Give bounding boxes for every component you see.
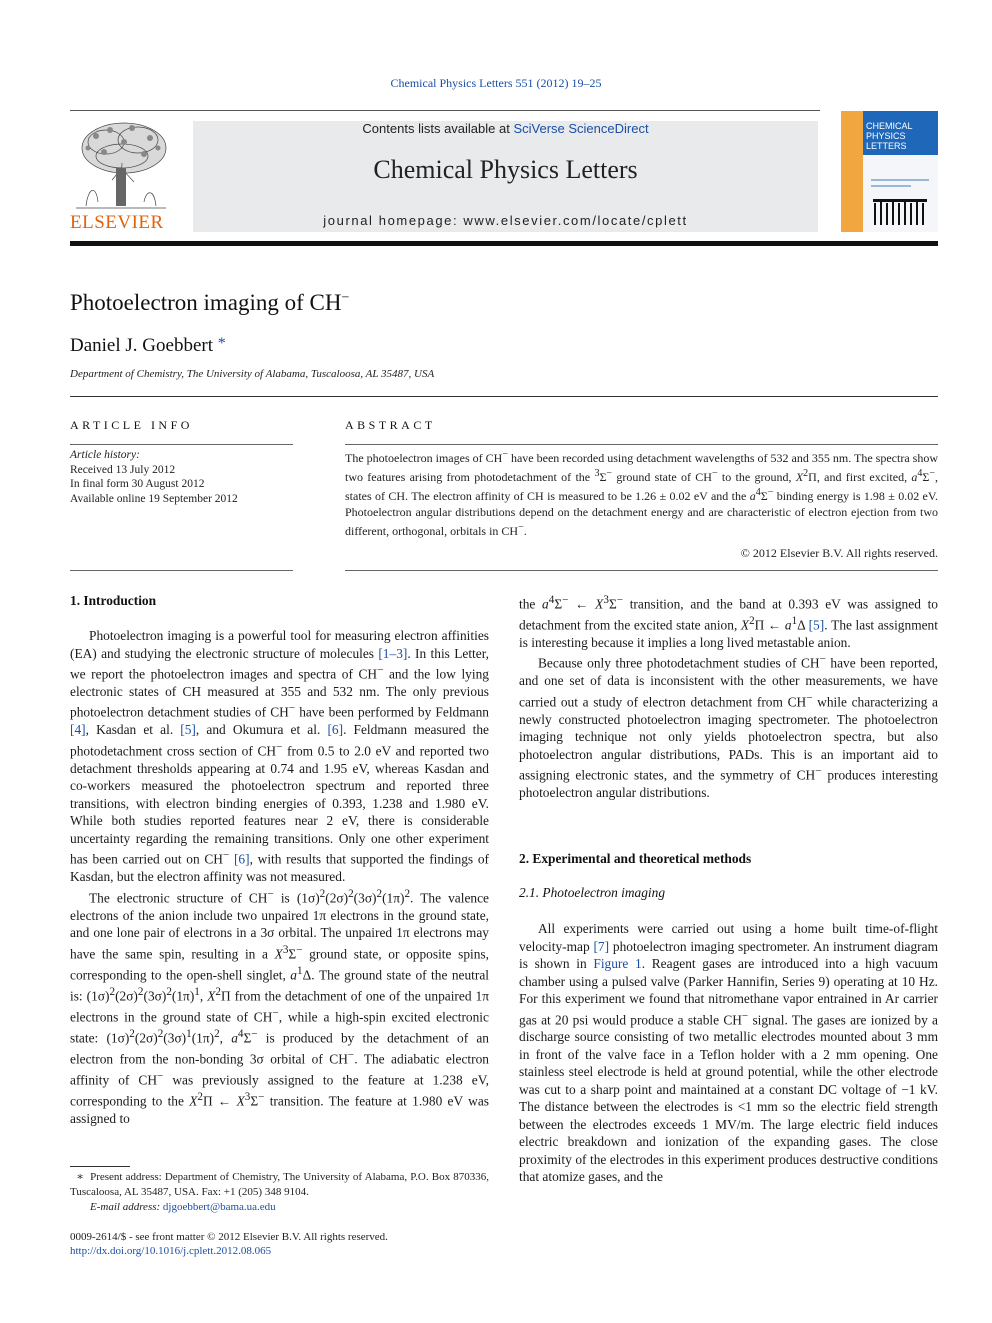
email-label: E-mail address: <box>90 1201 161 1213</box>
corresponding-author-mark[interactable]: * <box>217 335 226 352</box>
author-line <box>70 335 226 357</box>
intro-paragraph-2-continued: the $a^4\Sigma^-$ ← $X^3\Sigma^-$ transition, and the band at 0.393 eV was assigned to detachment from the excited state anion, $X^2\Pi$ ← $a^1\Delta$ [5]. The last assignment is interesting because it implies a long lived metastable anion. <box>519 594 938 650</box>
header-top-rule <box>70 110 820 111</box>
tree-icon <box>66 118 178 213</box>
page-footer <box>70 1230 500 1258</box>
cover-white-panel <box>863 155 938 232</box>
history-label: Article history: <box>70 449 140 461</box>
section-heading-introduction: 1. Introduction <box>70 593 157 608</box>
header-bottom-rule <box>70 241 938 246</box>
cover-title <box>866 121 913 151</box>
intro-column-left <box>70 627 489 1127</box>
homepage-prefix: journal homepage: <box>323 213 464 228</box>
doi-link[interactable]: http://dx.doi.org/10.1016/j.cplett.2012.08.065 <box>70 1245 272 1257</box>
methods-paragraph-1: All experiments were carried out using a home built time-of-flight velocity-map [7] photoelectron imaging spectrometer. An instrument diagram is shown in Figure 1. Reagent gases are introduced into a high vacuum chamber using a pulsed valve (Parker Hannifin, Series 9) operating at 10 Hz. For this experiment we found that nitromethane vapor entrained in Ar carrier gas at 20 psi would produce a stable CH− signal. The gases are ionized by a discharge source consisting of two metallic electrodes mounted about 3 mm in front of the valve face in a Teflon holder with a 2 mm opening. One stainless steel electrode is held at ground potential, while the other electrode was cut to a sharp point and maintained at a constant DC voltage of −1 kV. The distance between the electrodes is <1 mm so the electric field strength between the electrodes exceeds 1 MV/m. The large electric field induces electric breakdown and ionization of the expanding gases. The close proximity of the electrodes in this experiment produces destructive conditions that atomize gases, and the <box>519 921 938 1185</box>
footnote-email-line <box>70 1200 489 1215</box>
article-info-heading: ARTICLE INFO <box>70 418 193 432</box>
author-name: Daniel J. Goebbert <box>70 335 213 356</box>
abstract-copyright: © 2012 Elsevier B.V. All rights reserved. <box>740 546 938 560</box>
contents-prefix: Contents lists available at <box>362 121 514 136</box>
cover-title-line: PHYSICS <box>866 131 906 141</box>
author-affiliation: Department of Chemistry, The University of Alabama, Tuscaloosa, AL 35487, USA <box>70 368 435 380</box>
title-block-rule <box>70 396 938 397</box>
article-history <box>70 448 293 506</box>
article-title <box>70 290 349 316</box>
abstract-rule <box>345 444 938 445</box>
intro-paragraph-2: The electronic structure of CH− is $(1\sigma)^2(2\sigma)^2(3\sigma)^2(1\pi)^2$. The valence electrons of the anion include two unpaired 1π electrons in the ground state, and one lone pair of electrons in a 3σ orbital. The unpaired 1π electrons may have the same spin, resulting in a $X^3\Sigma^-$ ground state, or opposite spins, corresponding to the open-shell singlet, $a^1\Delta$. The ground state of the neutral is: $(1\sigma)^2(2\sigma)^2(3\sigma)^2(1\pi)^1$, $X^2\Pi$ from the detachment of one of the unpaired 1π electrons in the ground state of CH−, while a high-spin excited electronic state: $(1\sigma)^2(2\sigma)^2(3\sigma)^1(1\pi)^2$, $a^4\Sigma^-$ is produced by the detachment of an electron from the non-bonding 3σ orbital of CH−. The adiabatic electron affinity of CH− was previously assigned to the feature at 1.238 eV, corresponding to the $X^2\Pi$ ← $X^3\Sigma^-$ transition. The feature at 1.980 eV was assigned to <box>70 887 490 1126</box>
abstract-text: The photoelectron images of CH− have been recorded using detachment wavelengths of 532 and 355 nm. The spectra show two features arising from photodetachment of the $^3$Σ− ground state of CH− to the ground, $X^2\Pi$, and first excited, $a^4\Sigma^-$, states of CH. The electron affinity of CH is measured to be 1.26 ± 0.02 eV and the $a^4\Sigma^-$ binding energy is 1.98 ± 0.02 eV. Photoelectron angular distributions depend on the detachment energy and are characteristic of electron ejection from two different, orthogonal, orbitals in CH−. <box>345 449 939 539</box>
article-info-bottom-rule <box>70 570 293 571</box>
cover-title-line: CHEMICAL <box>866 121 913 131</box>
final-form-date: In final form 30 August 2012 <box>70 478 205 490</box>
received-date: Received 13 July 2012 <box>70 463 176 476</box>
cover-title-line: LETTERS <box>866 141 907 151</box>
contents-line <box>193 121 818 136</box>
article-info-rule <box>70 444 293 445</box>
intro-paragraph-1: Photoelectron imaging is a powerful tool for measuring electron affinities (EA) and studying the electronic structure of molecules [1–3]. In this Letter, we report the photoelectron images and spectra of CH− and the low lying electronic states of CH measured at 355 and 532 nm. The only previous photoelectron detachment studies of CH− have been performed by Feldmann [4], Kasdan et al. [5], and Okumura et al. [6]. Feldmann measured the photodetachment cross section of CH− from 0.5 to 2.0 eV and reported two detachment thresholds appearing at 0.74 and 1.95 eV, whereas Kasdan and co-workers measured the photoelectron spectrum and reported three transitions, with electron binding energies of 0.393, 1.238 and 1.980 eV. While both studies reported features near 2 eV, there is considerable uncertainty regarding the remaining transitions. Only one other experiment has been carried out on CH− [6], with results that supported the findings of Kasdan, but the electron affinity was not measured. <box>70 628 489 885</box>
footnote-rule <box>70 1166 130 1167</box>
article-title-text: Photoelectron imaging of CH <box>70 290 342 315</box>
email-link[interactable]: djgoebbert@bama.ua.edu <box>162 1201 276 1213</box>
cover-orange-strip <box>841 111 863 232</box>
methods-column <box>519 920 938 1186</box>
subsection-heading-photoelectron-imaging: 2.1. Photoelectron imaging <box>519 885 666 900</box>
journal-cover-image <box>841 111 938 232</box>
abstract-bottom-rule <box>345 570 938 571</box>
online-date: Available online 19 September 2012 <box>70 492 238 505</box>
section-heading-methods: 2. Experimental and theoretical methods <box>519 851 752 866</box>
journal-reference-link[interactable]: Chemical Physics Letters 551 (2012) 19–25 <box>390 76 602 90</box>
abstract-heading: ABSTRACT <box>345 418 436 432</box>
issn-line: 0009-2614/$ - see front matter © 2012 Elsevier B.V. All rights reserved. <box>70 1231 388 1243</box>
journal-title: Chemical Physics Letters <box>373 155 638 184</box>
cover-graphic-icon <box>863 155 938 232</box>
sciencedirect-link[interactable]: SciVerse ScienceDirect <box>513 121 649 136</box>
article-title-superscript: − <box>341 290 350 306</box>
elsevier-wordmark: ELSEVIER <box>70 212 164 233</box>
footnote-present-address: ∗ Present address: Department of Chemistry, The University of Alabama, P.O. Box 870336, Tuscaloosa, AL 35487, USA. Fax: +1 (205) 348 9104. <box>70 1171 489 1198</box>
journal-homepage-line <box>193 213 818 228</box>
intro-column-right <box>519 592 938 802</box>
footnote <box>70 1170 489 1215</box>
intro-paragraph-3: Because only three photodetachment studies of CH− have been reported, and one set of data is inconsistent with the other measurements, we have carried out a study of electron detachment from CH− while characterizing a newly constructed photoelectron imaging spectrometer. The photoelectron imaging technique not only yields photoelectron spectra, but also photoelectron angular distributions, PADs. This is an important aid to assigning electronic states, and the symmetry of CH− produces interesting photoelectron angular distributions. <box>519 653 939 801</box>
homepage-url-link[interactable]: www.elsevier.com/locate/cplett <box>463 213 688 228</box>
